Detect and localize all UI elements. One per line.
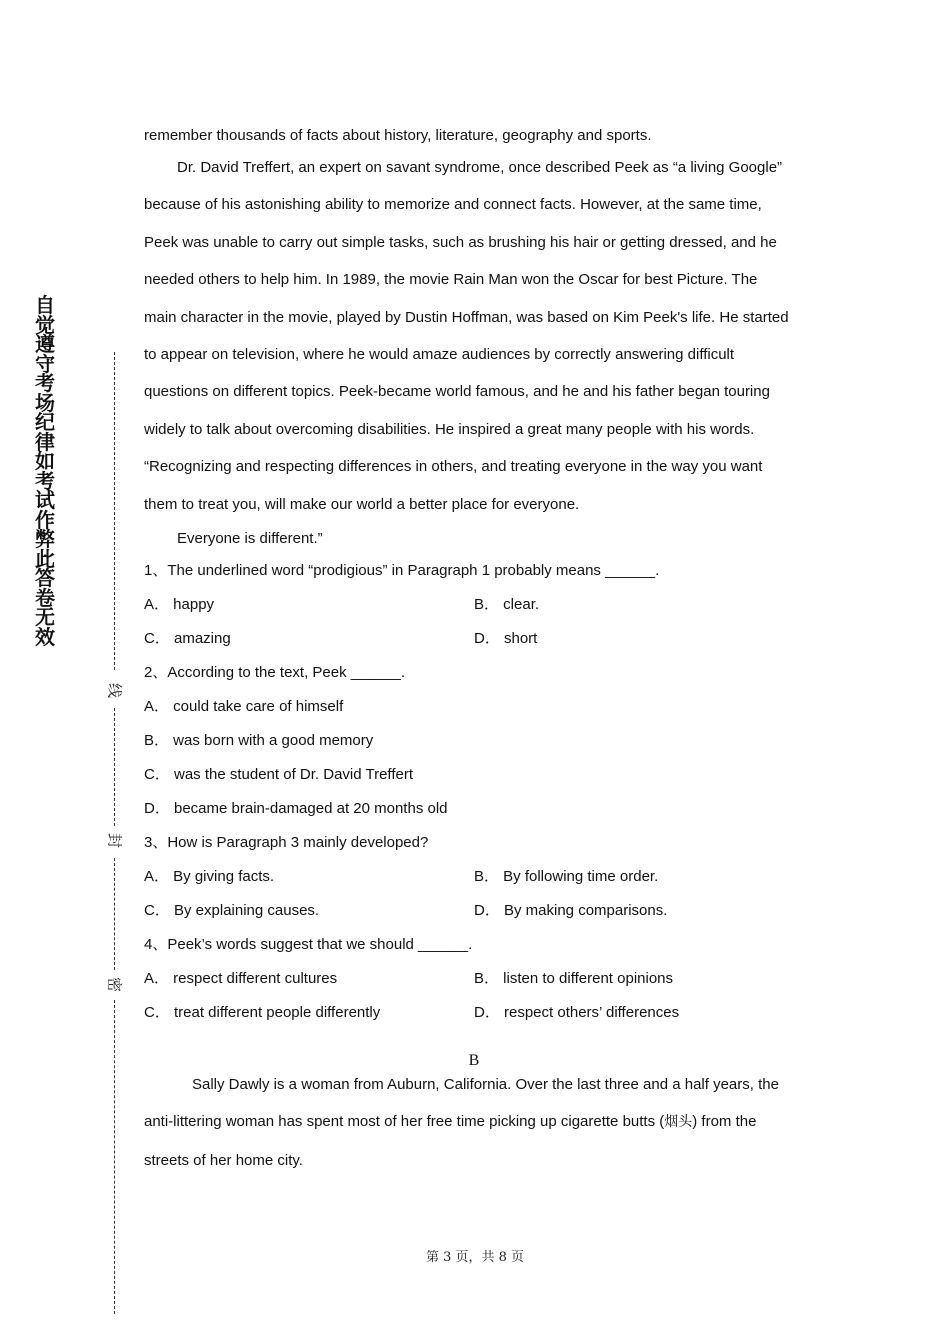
paragraph-line: Sally Dawly is a woman from Auburn, California. Over the last three and a half years, the [192, 1076, 779, 1094]
paragraph-line: to appear on television, where he would amaze audiences by correctly answering difficult [144, 346, 735, 364]
option-d[interactable]: D． became brain-damaged at 20 months old [144, 800, 448, 818]
option-b[interactable]: B． clear. [474, 596, 540, 614]
question-4-stem: 4、Peek’s words suggest that we should ______. [144, 936, 473, 954]
binding-char-seal: 封 [105, 832, 124, 848]
passage-a-paragraph-3: Everyone is different.” [177, 530, 323, 548]
option-b[interactable]: B． By following time order. [474, 868, 659, 886]
passage-b-paragraph-1 [144, 1066, 804, 1179]
option-c[interactable]: C． amazing [144, 630, 231, 648]
question-3-options-row-1 [144, 860, 804, 894]
binding-char-line: 线 [105, 682, 124, 698]
question-3-stem: 3、How is Paragraph 3 mainly developed? [144, 834, 429, 852]
paragraph-line: Dr. David Treffert, an expert on savant syndrome, once described Peek as “a living Google” [177, 159, 783, 176]
option-d[interactable]: D． By making comparisons. [474, 902, 668, 920]
option-a[interactable]: A． By giving facts. [144, 868, 275, 886]
option-c[interactable]: C． treat different people differently [144, 1004, 381, 1022]
option-c[interactable]: C． was the student of Dr. David Treffert [144, 766, 414, 784]
paragraph-line: widely to talk about overcoming disabilities. He inspired a great many people with his words. [144, 420, 755, 438]
line-text: ) from the [692, 1113, 757, 1131]
paragraph-line: main character in the movie, played by Dustin Hoffman, was based on Kim Peek's life. He started [144, 308, 789, 326]
paragraph-line: them to treat you, will make our world a better place for everyone. [144, 495, 580, 513]
binding-char-secret: 密 [105, 976, 124, 992]
binding-line-dash-1 [114, 352, 115, 670]
option-d[interactable]: D． short [474, 630, 538, 648]
chinese-gloss: 烟头 [664, 1114, 693, 1131]
question-1-options-row-1 [144, 588, 804, 622]
page-number-footer: 第 3 页，共 8 页 [425, 1250, 525, 1265]
paragraph-line: because of his astonishing ability to memorize and connect facts. However, at the same time, [144, 196, 762, 214]
exam-discipline-warning-text: 自觉遵守考场纪律如考试作弊此答卷无效 [35, 293, 55, 649]
binding-line-dash-3 [114, 858, 115, 970]
binding-line-dash-4 [114, 1000, 115, 1314]
exam-discipline-warning [32, 293, 58, 649]
question-3-options-row-2 [144, 894, 804, 928]
option-a[interactable]: A． could take care of himself [144, 698, 344, 716]
option-a[interactable]: A． happy [144, 596, 215, 614]
binding-line-dash-2 [114, 708, 115, 826]
passage-a-paragraph-2 [144, 149, 804, 523]
paragraph-line: streets of her home city. [144, 1151, 303, 1169]
paragraph-line [144, 1103, 804, 1141]
passage-a-paragraph-1-end: remember thousands of facts about history, literature, geography and sports. [144, 127, 652, 144]
question-4-options-row-1 [144, 962, 804, 996]
paragraph-line: “Recognizing and respecting differences in others, and treating everyone in the way you want [144, 458, 763, 476]
question-1-options-row-2 [144, 622, 804, 656]
paragraph-line: needed others to help him. In 1989, the movie Rain Man won the Oscar for best Picture. The [144, 271, 758, 289]
option-a[interactable]: A． respect different cultures [144, 970, 338, 988]
option-d[interactable]: D． respect others’ differences [474, 1004, 680, 1022]
question-4-options-row-2 [144, 996, 804, 1030]
passage-b-title: B [468, 1052, 480, 1070]
option-b[interactable]: B． listen to different opinions [474, 970, 674, 988]
document-body [144, 123, 804, 1179]
option-c[interactable]: C． By explaining causes. [144, 902, 320, 920]
question-2-stem: 2、According to the text, Peek ______. [144, 664, 405, 682]
line-text: anti-littering woman has spent most of her free time picking up cigarette butts ( [144, 1113, 665, 1131]
paragraph-line: questions on different topics. Peek-became world famous, and he and his father began touring [144, 383, 770, 401]
paragraph-line: Peek was unable to carry out simple tasks, such as brushing his hair or getting dressed, and he [144, 233, 777, 251]
question-1-stem: 1、The underlined word “prodigious” in Paragraph 1 probably means ______. [144, 562, 660, 580]
option-b[interactable]: B． was born with a good memory [144, 732, 374, 750]
